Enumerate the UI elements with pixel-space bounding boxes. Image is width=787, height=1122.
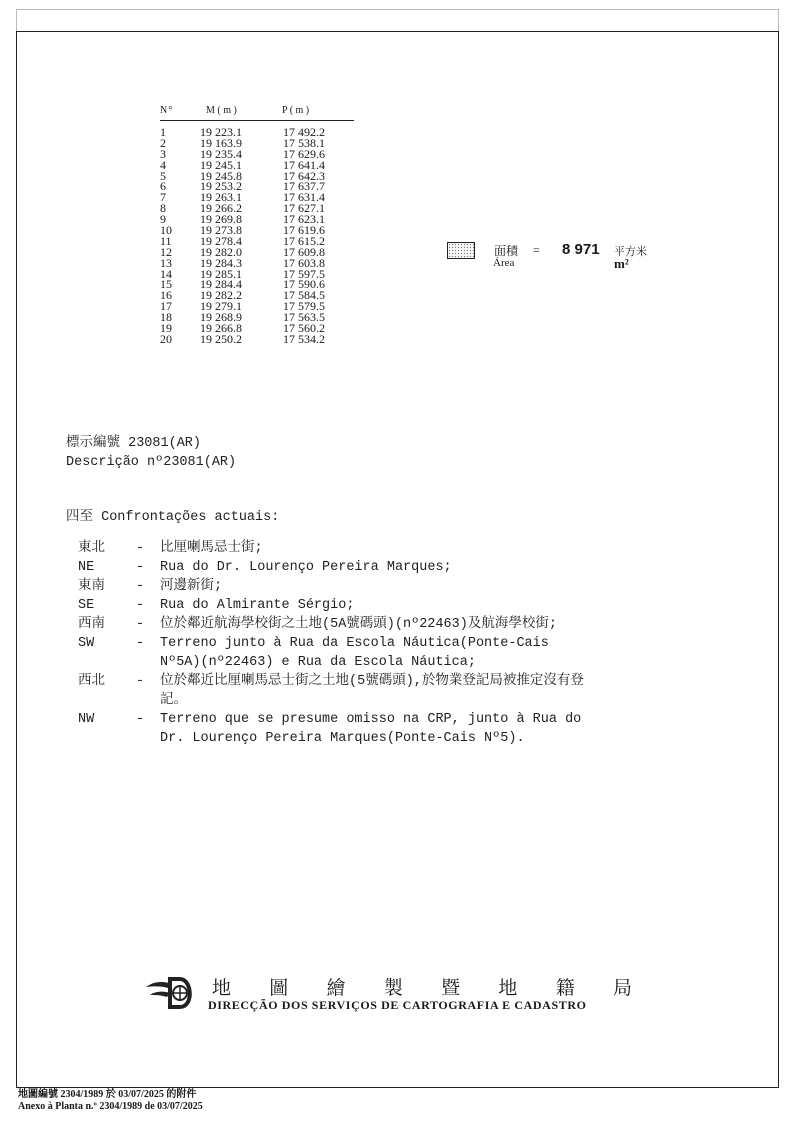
confrontation-direction: 西南 — [78, 617, 105, 632]
point-number: 11 — [160, 233, 172, 248]
agency-char: 局 — [612, 978, 632, 999]
coordinate-p: 17 492.2 — [283, 125, 325, 139]
annex-pt: Anexo à Planta n.º 2304/1989 de 03/07/2025 — [18, 1101, 203, 1112]
coordinate-m: 19 163.9 — [200, 135, 242, 150]
point-number: 19 — [160, 321, 172, 336]
agency-char: 籍 — [555, 978, 575, 999]
point-number: 20 — [160, 331, 172, 346]
confrontation-direction: SW — [78, 636, 95, 651]
table-row — [160, 225, 363, 236]
confrontation-dash: - — [136, 579, 145, 594]
description-pt: Descrição nº23081(AR) — [66, 455, 237, 470]
coordinate-p: 17 637.7 — [283, 179, 325, 194]
coordinate-m: 19 278.4 — [200, 233, 242, 248]
annex-note — [18, 1089, 203, 1113]
confrontation-dash: - — [136, 560, 145, 575]
list-item — [78, 710, 718, 748]
coordinate-rows — [160, 127, 363, 345]
coordinate-m: 19 282.0 — [200, 244, 242, 259]
annex-zh: 地圖編號 2304/1989 於 03/07/2025 的附件 — [18, 1089, 197, 1100]
table-row — [160, 323, 363, 334]
confrontation-text: Rua do Dr. Lourenço Pereira Marques; — [160, 560, 452, 575]
header-p: P ( m ) — [282, 105, 310, 116]
table-row — [160, 244, 363, 259]
confrontation-dash: - — [136, 617, 145, 632]
description-block — [66, 434, 236, 472]
coordinate-m: 19 284.3 — [200, 255, 242, 270]
coordinate-m: 19 253.2 — [200, 179, 242, 194]
coordinate-m: 19 263.1 — [200, 190, 242, 205]
sheet-top-edge — [16, 9, 779, 10]
area-label-pt: Área — [493, 257, 515, 269]
list-item — [78, 634, 718, 672]
coordinate-p: 17 641.4 — [283, 157, 325, 172]
coordinate-p: 17 627.1 — [283, 201, 325, 216]
confrontation-text: Rua do Almirante Sérgio; — [160, 598, 355, 613]
coordinate-p: 17 623.1 — [283, 212, 325, 227]
confrontation-direction: 東北 — [78, 541, 105, 556]
coordinate-m: 19 285.1 — [200, 266, 242, 281]
confrontation-dash: - — [136, 712, 145, 727]
table-row — [160, 279, 363, 290]
confrontation-dash: - — [136, 598, 145, 613]
agency-char: 暨 — [441, 978, 461, 999]
table-row — [160, 266, 363, 281]
coordinate-p: 17 584.5 — [283, 288, 325, 303]
coordinate-m: 19 245.1 — [200, 157, 242, 172]
table-row — [160, 157, 363, 172]
list-item — [78, 615, 718, 634]
point-number: 4 — [160, 157, 166, 172]
point-number: 7 — [160, 190, 166, 205]
list-item — [78, 539, 718, 558]
point-number: 2 — [160, 135, 166, 150]
coordinate-p: 17 563.5 — [283, 310, 325, 325]
coordinate-p: 17 615.2 — [283, 233, 325, 248]
coordinate-p: 17 631.4 — [283, 190, 325, 205]
coordinate-m: 19 235.4 — [200, 146, 242, 161]
point-number: 14 — [160, 266, 172, 281]
point-number: 10 — [160, 223, 172, 238]
coordinate-m: 19 266.2 — [200, 201, 242, 216]
area-unit: m² — [614, 256, 629, 271]
point-number: 12 — [160, 244, 172, 259]
coordinate-m: 19 250.2 — [200, 331, 242, 346]
confrontation-dash: - — [136, 636, 145, 651]
confrontation-direction: 東南 — [78, 579, 105, 594]
point-number: 8 — [160, 201, 166, 216]
table-row — [160, 203, 363, 214]
agency-name-zh — [212, 973, 632, 1000]
coordinate-p: 17 603.8 — [283, 255, 325, 270]
point-number: 5 — [160, 168, 166, 183]
coordinate-p: 17 538.1 — [283, 135, 325, 150]
table-row — [160, 127, 363, 138]
coordinate-p: 17 609.8 — [283, 244, 325, 259]
coordinate-p: 17 534.2 — [283, 331, 325, 346]
area-label-zh: 面積 — [494, 244, 519, 258]
point-number: 3 — [160, 146, 166, 161]
agency-footer — [140, 973, 660, 1023]
confrontation-text: 位於鄰近比厘喇馬忌士街之土地(5號碼頭),於物業登記局被推定沒有登 記。 — [160, 674, 584, 708]
table-row — [160, 290, 363, 301]
confrontation-dash: - — [136, 674, 145, 689]
table-row — [160, 331, 363, 346]
list-item — [78, 577, 718, 596]
agency-char: 繪 — [326, 978, 346, 999]
coordinate-m: 19 284.4 — [200, 277, 242, 292]
agency-name-pt: DIRECÇÃO DOS SERVIÇOS DE CARTOGRAFIA E CADASTRO — [208, 998, 587, 1012]
table-row — [160, 146, 363, 161]
confrontation-text: Terreno junto à Rua da Escola Náutica(Ponte-Cais Nº5A)(nº22463) e Rua da Escola Náutica; — [160, 636, 549, 670]
coordinate-p: 17 629.6 — [283, 146, 325, 161]
area-value: 8 971 — [562, 241, 600, 258]
coordinate-p: 17 579.5 — [283, 299, 325, 314]
confrontations-title: 四至 Confrontações actuais: — [66, 510, 280, 525]
agency-char: 地 — [212, 978, 232, 999]
coordinate-p: 17 597.5 — [283, 266, 325, 281]
header-m: M ( m ) — [206, 105, 237, 116]
list-item — [78, 672, 718, 710]
confrontation-text: 位於鄰近航海學校街之土地(5A號碼頭)(nº22463)及航海學校街; — [160, 617, 557, 632]
table-row — [160, 168, 363, 183]
table-row — [160, 192, 363, 203]
coordinate-table — [160, 104, 363, 345]
coordinate-p: 17 560.2 — [283, 321, 325, 336]
table-row — [160, 312, 363, 323]
point-number: 9 — [160, 212, 166, 227]
coordinate-table-header — [160, 104, 363, 118]
confrontation-direction: 西北 — [78, 674, 105, 689]
point-number: 13 — [160, 255, 172, 270]
coordinate-p: 17 619.6 — [283, 223, 325, 238]
table-row — [160, 214, 363, 225]
point-number: 17 — [160, 299, 172, 314]
coordinate-p: 17 590.6 — [283, 277, 325, 292]
area-unit-zh: 平方米 — [614, 246, 647, 258]
header-number: N° — [160, 105, 174, 116]
coordinate-m: 19 269.8 — [200, 212, 242, 227]
area-equals: = — [533, 243, 540, 257]
point-number: 15 — [160, 277, 172, 292]
confrontation-direction: SE — [78, 598, 95, 613]
coordinate-p: 17 642.3 — [283, 168, 325, 183]
table-row — [160, 301, 363, 312]
sheet-top-border — [16, 9, 779, 31]
confrontation-direction: NE — [78, 560, 95, 575]
list-item — [78, 596, 718, 615]
confrontation-text: Terreno que se presume omisso na CRP, junto à Rua do Dr. Lourenço Pereira Marques(Ponte-Cais Nº5). — [160, 712, 582, 746]
confrontation-text: 河邊新街; — [160, 579, 223, 594]
point-number: 16 — [160, 288, 172, 303]
point-number: 6 — [160, 179, 166, 194]
confrontation-direction: NW — [78, 712, 95, 727]
agency-char: 地 — [498, 978, 518, 999]
coordinate-m: 19 282.2 — [200, 288, 242, 303]
table-row — [160, 181, 363, 192]
area-hatch-legend-icon — [447, 242, 475, 259]
table-row — [160, 135, 363, 150]
coordinate-m: 19 245.8 — [200, 168, 242, 183]
list-item — [78, 558, 718, 577]
point-number: 18 — [160, 310, 172, 325]
confrontation-text: 比厘喇馬忌士街; — [160, 541, 263, 556]
table-row — [160, 255, 363, 270]
coordinate-m: 19 268.9 — [200, 310, 242, 325]
coordinate-m: 19 223.1 — [200, 125, 242, 139]
confrontations-list — [78, 539, 718, 748]
agency-char: 圖 — [269, 978, 289, 999]
table-row — [160, 233, 363, 248]
coordinate-m: 19 266.8 — [200, 321, 242, 336]
agency-char: 製 — [383, 978, 403, 999]
coordinate-m: 19 273.8 — [200, 223, 242, 238]
dscc-logo-icon — [144, 975, 196, 1011]
header-rule — [160, 120, 354, 121]
coordinate-m: 19 279.1 — [200, 299, 242, 314]
description-zh: 標示編號 23081(AR) — [66, 436, 202, 451]
point-number: 1 — [160, 125, 166, 139]
confrontation-dash: - — [136, 541, 145, 556]
